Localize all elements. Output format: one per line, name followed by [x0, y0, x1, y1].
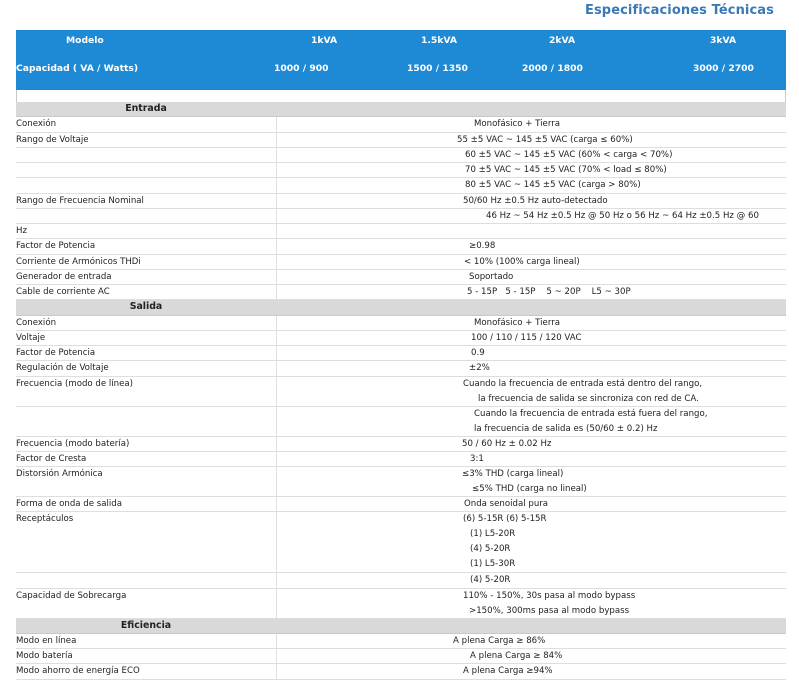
row-value: A plena Carga ≥94% [463, 666, 553, 677]
table-row [16, 452, 786, 467]
row-label: Voltaje [16, 332, 46, 343]
table-row [16, 589, 786, 619]
row-value: 3:1 [470, 453, 484, 464]
table-row [16, 573, 786, 588]
section-entrada [16, 102, 786, 117]
table-row [16, 467, 786, 497]
spec-table [16, 102, 786, 680]
table-row [16, 255, 786, 270]
row-value: la frecuencia de salida es (50/60 ± 0.2) Hz [474, 423, 658, 434]
row-value: 80 ±5 VAC ~ 145 ±5 VAC (carga > 80%) [465, 180, 641, 191]
row-value: 50/60 Hz ±0.5 Hz auto-detectado [463, 195, 608, 206]
row-value: ≤5% THD (carga no lineal) [472, 484, 587, 494]
row-value: 46 Hz ~ 54 Hz ±0.5 Hz @ 50 Hz o 56 Hz ~ 64 Hz ±0.5 Hz @ 60 [486, 210, 759, 221]
section-title: Eficiencia [120, 619, 172, 631]
table-row [16, 664, 786, 679]
table-row [16, 178, 786, 193]
row-label: Modo ahorro de energía ECO [16, 666, 140, 677]
row-value: (6) 5-15R (6) 5-15R [463, 514, 547, 525]
row-value: 60 ±5 VAC ~ 145 ±5 VAC (60% < carga < 70%) [465, 149, 673, 160]
row-value: ≥0.98 [469, 241, 496, 252]
row-label: Distorsión Armónica [16, 469, 103, 479]
table-row [16, 209, 786, 224]
row-value: Soportado [469, 271, 514, 282]
row-value: 55 ±5 VAC ~ 145 ±5 VAC (carga ≤ 60%) [457, 134, 633, 145]
row-value: Onda senoidal pura [464, 499, 549, 509]
row-value: Monofásico + Tierra [474, 317, 561, 328]
table-row [16, 346, 786, 361]
row-value: A plena Carga ≥ 84% [470, 651, 563, 661]
row-label: Modo en línea [16, 635, 77, 646]
header-capacity-label: Capacidad ( VA / Watts) [16, 63, 139, 74]
row-value: >150%, 300ms pasa al modo bypass [469, 605, 630, 616]
row-value: ±2% [469, 363, 490, 374]
row-value: 110% - 150%, 30s pasa al modo bypass [463, 590, 636, 601]
table-row [16, 634, 786, 649]
row-label: Rango de Voltaje [16, 134, 89, 145]
row-label: Receptáculos [16, 514, 74, 525]
row-value: 70 ±5 VAC ~ 145 ±5 VAC (70% < load ≤ 80%) [465, 165, 667, 175]
row-label: Frecuencia (modo de línea) [16, 378, 133, 389]
table-row [16, 239, 786, 254]
row-label: Factor de Potencia [16, 348, 96, 358]
row-value: (4) 5-20R [470, 544, 511, 555]
table-row [16, 224, 786, 239]
header-model-3kva: 3kVA [710, 35, 737, 46]
header-capacity-1-5kva: 1500 / 1350 [407, 63, 468, 74]
table-row [16, 331, 786, 346]
section-title: Salida [129, 301, 163, 313]
row-label: Forma de onda de salida [16, 499, 122, 509]
header-spacer [16, 90, 786, 102]
row-value: 100 / 110 / 115 / 120 VAC [471, 332, 582, 343]
table-row [16, 163, 786, 178]
row-value: Cuando la frecuencia de entrada está dentro del rango, [463, 378, 703, 389]
table-row [16, 270, 786, 285]
header-capacity-2kva: 2000 / 1800 [522, 63, 583, 74]
row-value: Cuando la frecuencia de entrada está fuera del rango, [474, 408, 708, 419]
table-row [16, 437, 786, 452]
row-value: (1) L5-30R [470, 559, 516, 570]
row-value: (1) L5-20R [470, 529, 516, 540]
section-title: Entrada [125, 103, 167, 114]
section-salida [16, 300, 786, 315]
table-row [16, 148, 786, 163]
table-row [16, 194, 786, 209]
table-row [16, 285, 786, 300]
spec-header [16, 30, 786, 90]
header-model-2kva: 2kVA [549, 35, 576, 46]
row-label: Capacidad de Sobrecarga [16, 590, 127, 601]
header-model-label: Modelo [66, 35, 104, 46]
row-value: ≤3% THD (carga lineal) [462, 469, 564, 479]
row-label: Corriente de Armónicos THDi [16, 256, 141, 267]
table-row [16, 361, 786, 376]
row-value: (4) 5-20R [470, 575, 511, 586]
table-row [16, 512, 786, 573]
row-label: Generador de entrada [16, 271, 112, 282]
table-row [16, 117, 786, 132]
row-value: < 10% (100% carga lineal) [464, 256, 580, 267]
row-label: Modo batería [16, 651, 73, 661]
table-row [16, 316, 786, 331]
row-label: Regulación de Voltaje [16, 363, 109, 374]
header-capacity-1kva: 1000 / 900 [274, 63, 329, 74]
table-row [16, 377, 786, 407]
row-label: Rango de Frecuencia Nominal [16, 195, 144, 206]
row-value: A plena Carga ≥ 86% [453, 635, 546, 646]
row-label: Conexión [16, 119, 57, 130]
row-value: Monofásico + Tierra [474, 119, 561, 130]
header-model-1kva: 1kVA [311, 35, 338, 46]
row-label: Cable de corriente AC [16, 287, 110, 297]
row-label: Conexión [16, 317, 57, 328]
table-row [16, 133, 786, 148]
table-row [16, 497, 786, 512]
table-row [16, 407, 786, 437]
header-capacity-3kva: 3000 / 2700 [693, 63, 754, 74]
row-label: Hz [16, 226, 27, 236]
row-value: 50 / 60 Hz ± 0.02 Hz [462, 438, 552, 449]
row-value: la frecuencia de salida se sincroniza con red de CA. [478, 393, 699, 404]
header-model-1-5kva: 1.5kVA [421, 35, 457, 46]
row-label: Factor de Potencia [16, 241, 96, 252]
row-value: 0.9 [471, 348, 485, 358]
section-eficiencia [16, 619, 786, 634]
row-label: Factor de Cresta [16, 453, 87, 464]
row-label: Frecuencia (modo batería) [16, 438, 130, 449]
row-value: 5 - 15P 5 - 15P 5 ~ 20P L5 ~ 30P [467, 287, 631, 297]
page-title: Especificaciones Técnicas [584, 3, 774, 18]
table-row [16, 649, 786, 664]
